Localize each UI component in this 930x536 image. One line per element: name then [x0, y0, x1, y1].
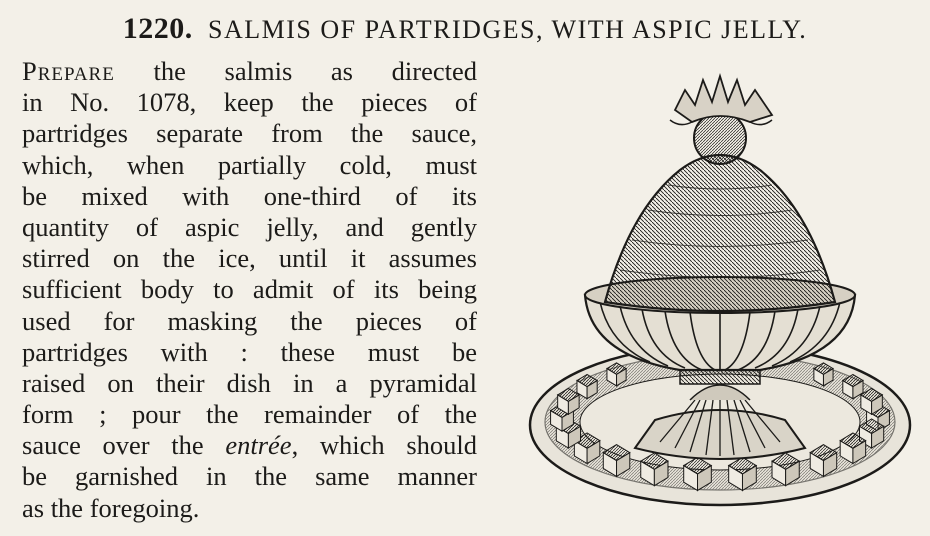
recipe-line: used for masking the pieces of — [22, 305, 477, 336]
line-text: sauce over the — [22, 430, 226, 461]
recipe-heading — [0, 12, 930, 46]
recipe-line — [22, 56, 477, 87]
recipe-line: be garnished in the same manner — [22, 461, 477, 492]
recipe-title: SALMIS OF PARTRIDGES, WITH ASPIC JELLY. — [208, 15, 808, 44]
recipe-line: partridges separate from the sauce, — [22, 118, 477, 149]
aspic-cube — [607, 363, 626, 386]
entree-word: entrée — [225, 430, 292, 461]
recipe-line: quantity of aspic jelly, and gently — [22, 211, 477, 242]
recipe-line: partridges with : these must be — [22, 336, 477, 367]
recipe-line: as the foregoing. — [22, 492, 200, 523]
crest-topper — [670, 76, 772, 164]
recipe-line: raised on their dish in a pyramidal — [22, 367, 477, 398]
recipe-line: sufficient body to admit of its being — [22, 274, 477, 305]
recipe-line: stirred on the ice, until it assumes — [22, 243, 477, 274]
recipe-line: which, when partially cold, must — [22, 149, 477, 180]
aspic-cube — [814, 363, 833, 386]
recipe-number: 1220. — [122, 12, 193, 45]
recipe-line: form ; pour the remainder of the — [22, 399, 477, 430]
recipe-line: in No. 1078, keep the pieces of — [22, 87, 477, 118]
salmis-engraving — [520, 70, 920, 520]
drop-word: Prepare — [22, 56, 115, 86]
line-text: , which should — [291, 430, 478, 461]
line-text: the salmis as directed — [114, 56, 477, 86]
recipe-line — [22, 430, 477, 461]
recipe-line: be mixed with one-third of its — [22, 180, 477, 211]
recipe-body — [22, 56, 477, 524]
pyramidal-salmis — [605, 155, 835, 311]
